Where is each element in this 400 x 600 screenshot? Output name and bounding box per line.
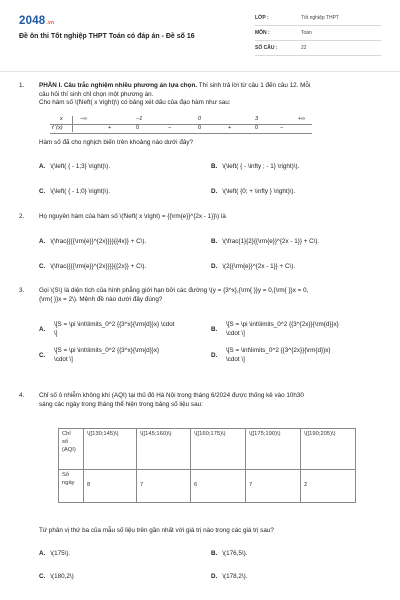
stem-line: {\rm{ }}x = 2\). Mệnh đề nào dưới đây đúng? xyxy=(39,295,163,303)
table-cell: 7 xyxy=(246,470,301,503)
part-title: PHẦN I. Câu trắc nghiệm nhiều phương án lựa chọn. xyxy=(39,82,198,89)
stem-line: sáng các ngày trong tháng thể hiện trong bảng số liệu sau: xyxy=(39,400,203,408)
option-c[interactable]: C. \(\frac{{{{\rm{e}}^{2x}}}}{{2x}} + C\). xyxy=(39,263,147,270)
option-d[interactable]: D. \(178,2\). xyxy=(211,573,248,580)
option-b[interactable]: B. \(\frac{1}{2}{{\rm{e}}^{2x - 1}} + C\). xyxy=(211,238,320,245)
x-value: −1 xyxy=(136,116,143,122)
table-cell: \([145;160)\) xyxy=(137,429,191,470)
document-title: Đề ôn thi Tốt nghiệp THPT Toán có đáp án - Đề số 16 xyxy=(19,33,195,40)
question-2 xyxy=(19,213,381,273)
question-number: 3. xyxy=(19,287,25,294)
intro-text: Thí sinh trả lời từ câu 1 đến câu 12. Mỗi xyxy=(197,82,311,89)
option-a[interactable]: A. \(175\). xyxy=(39,550,71,557)
sign-table-f-row xyxy=(50,125,312,134)
question-number: 4. xyxy=(19,392,25,399)
sign: 0 xyxy=(255,125,259,131)
f-label: f '(x) xyxy=(52,125,63,131)
question-1 xyxy=(19,82,381,214)
meta-value: Toán xyxy=(301,29,312,36)
sign: 0 xyxy=(136,125,140,131)
question-stem: Cho hàm số \(f\left( x \right)\) có bảng xét dấu của đạo hàm như sau: xyxy=(39,99,231,106)
x-value: 0 xyxy=(198,116,202,122)
table-cell: \([175;190)\) xyxy=(246,429,301,470)
x-value: −∞ xyxy=(80,116,88,122)
sign: + xyxy=(228,125,232,131)
option-c[interactable]: C. \(\left( { - 1;0} \right)\). xyxy=(39,188,111,195)
question-3 xyxy=(19,287,381,377)
row-label: Số ngày xyxy=(59,470,84,503)
meta-row-count xyxy=(255,41,381,56)
option-a[interactable]: A. \(\frac{{{{\rm{e}}^{2x}}}}{{4x}} + C\). xyxy=(39,238,147,245)
option-b[interactable]: B. \(176,5\). xyxy=(211,550,248,557)
meta-key: SỐ CÂU : xyxy=(255,44,278,51)
site-logo[interactable]: 2048.vn xyxy=(19,15,55,27)
intro-text-2: câu hỏi thí sinh chỉ chọn một phương án. xyxy=(39,90,154,98)
stem-line: Gọi \(S\) là diện tích của hình phẳng giới hạn bởi các đường \(y = {3^x},{\rm{ }}y = 0,{\rm{ }}x = 0, xyxy=(39,287,309,294)
sign-table-x-row xyxy=(50,116,312,125)
meta-value: Tốt nghiệp THPT xyxy=(301,14,339,21)
stem-line: Chỉ số ô nhiễm không khí (AQI) tại thủ đô Hà Nội trong tháng 6/2024 được thống kê vào 10h30 xyxy=(39,392,304,399)
option-b[interactable]: B. \[S = \pi \int\limits_0^2 {{3^{2x}}{\rm{d}}x} \cdot \] xyxy=(211,321,339,337)
question-number: 1. xyxy=(19,82,25,89)
x-value: 3 xyxy=(255,116,259,122)
option-b[interactable]: B. \(\left( { - \infty ; - 1} \right)\). xyxy=(211,163,300,170)
option-a[interactable]: A. \(\left( { - 1;3} \right)\). xyxy=(39,163,111,170)
question-body xyxy=(39,82,381,108)
question-number: 2. xyxy=(19,213,25,220)
option-c[interactable]: C. \(180,2\) xyxy=(39,573,74,580)
table-cell: 2 xyxy=(301,470,356,503)
meta-key: MÔN : xyxy=(255,29,270,36)
x-label: x xyxy=(60,116,63,122)
count-row xyxy=(59,470,356,503)
table-cell: 6 xyxy=(191,470,246,503)
option-d[interactable]: D. \(2{{\rm{e}}^{2x - 1}} + C\). xyxy=(211,263,296,270)
row-label: Chỉ số (AQI) xyxy=(59,429,84,470)
option-a[interactable]: A. \[S = \pi \int\limits_0^2 {{3^x}{\rm{d}}x} \cdot \] xyxy=(39,321,175,337)
x-value: +∞ xyxy=(298,116,306,122)
question-stem: Họ nguyên hàm của hàm số \(f\left( x \right) = {{\rm{e}}^{2x - 1}}\) là xyxy=(39,213,226,220)
sign: − xyxy=(280,125,284,131)
meta-row-class xyxy=(255,11,381,26)
sign: + xyxy=(108,125,112,131)
meta-key: LỚP : xyxy=(255,14,269,21)
table-cell: 8 xyxy=(84,470,137,503)
divider xyxy=(0,71,400,72)
option-d[interactable]: D. \(\left( {0; + \infty } \right)\). xyxy=(211,188,296,195)
document-meta xyxy=(255,11,381,56)
table-cell: 7 xyxy=(137,470,191,503)
aqi-table xyxy=(58,428,356,503)
meta-value: 22 xyxy=(301,44,307,51)
question-prompt xyxy=(39,139,381,148)
option-d[interactable]: D. \[S = \int\limits_0^2 {{3^{2x}}{\rm{d}}x} \cdot \] xyxy=(211,347,331,363)
meta-row-subject xyxy=(255,26,381,41)
option-c[interactable]: C. \[S = \pi \int\limits_0^2 {{3^x}{\rm{d}}x} \cdot \] xyxy=(39,347,160,363)
question-4 xyxy=(19,392,381,592)
aqi-row xyxy=(59,429,356,470)
question-stem xyxy=(39,287,381,304)
question-stem xyxy=(39,392,381,409)
header xyxy=(19,11,381,59)
question-text: Tứ phân vị thứ ba của mẫu số liệu trên gần nhất với giá trị nào trong các giá trị sau? xyxy=(39,527,274,534)
table-cell: \([190;205)\) xyxy=(301,429,356,470)
sign: 0 xyxy=(198,125,202,131)
sign-table xyxy=(50,116,312,134)
table-cell: \([130;145)\) xyxy=(84,429,137,470)
question-text: Hàm số đã cho nghịch biến trên khoảng nào dưới đây? xyxy=(39,139,193,146)
sign: − xyxy=(168,125,172,131)
table-cell: \([160;175)\) xyxy=(191,429,246,470)
